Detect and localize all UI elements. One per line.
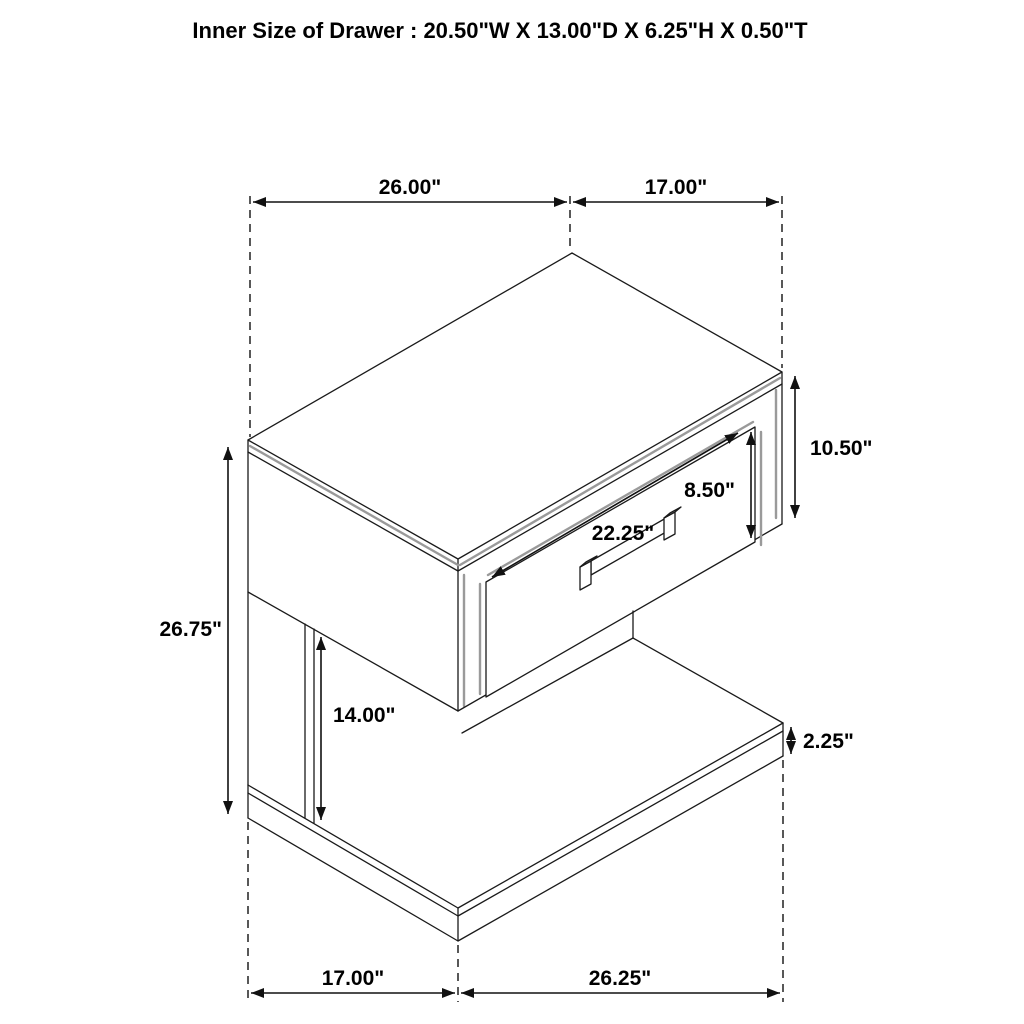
dim-label-bottom-width: 26.25" [588,967,652,990]
dim-label-top-depth: 17.00" [644,176,708,199]
dim-label-drawer-face-width: 22.25" [591,522,655,545]
dim-label-top-width: 26.00" [378,176,442,199]
dim-label-bottom-depth: 17.00" [321,967,385,990]
dim-label-base-thickness: 2.25" [803,730,854,753]
base-bottom-edges [248,756,783,941]
base-top-edges [248,723,783,908]
dim-label-overall-height: 26.75" [159,618,222,641]
dim-label-drawer-opening-height: 8.50" [684,479,735,502]
dim-label-shelf-clearance: 14.00" [333,704,396,727]
dim-bottom-width [461,760,783,1002]
dim-overall-height [159,447,228,814]
dim-label-cabinet-height: 10.50" [810,437,873,460]
base-shelf [248,723,783,941]
side-support-panel [248,592,314,823]
dim-bottom-depth [248,822,458,1002]
figure-title: Inner Size of Drawer : 20.50"W X 13.00"D X 6.25"H X 0.50"T [192,18,808,43]
nightstand-drawing [248,253,783,941]
dim-cabinet-height [795,376,873,518]
dim-base-thickness [791,727,854,754]
dim-shelf-clearance [321,637,396,820]
base-back-edge [633,638,783,723]
